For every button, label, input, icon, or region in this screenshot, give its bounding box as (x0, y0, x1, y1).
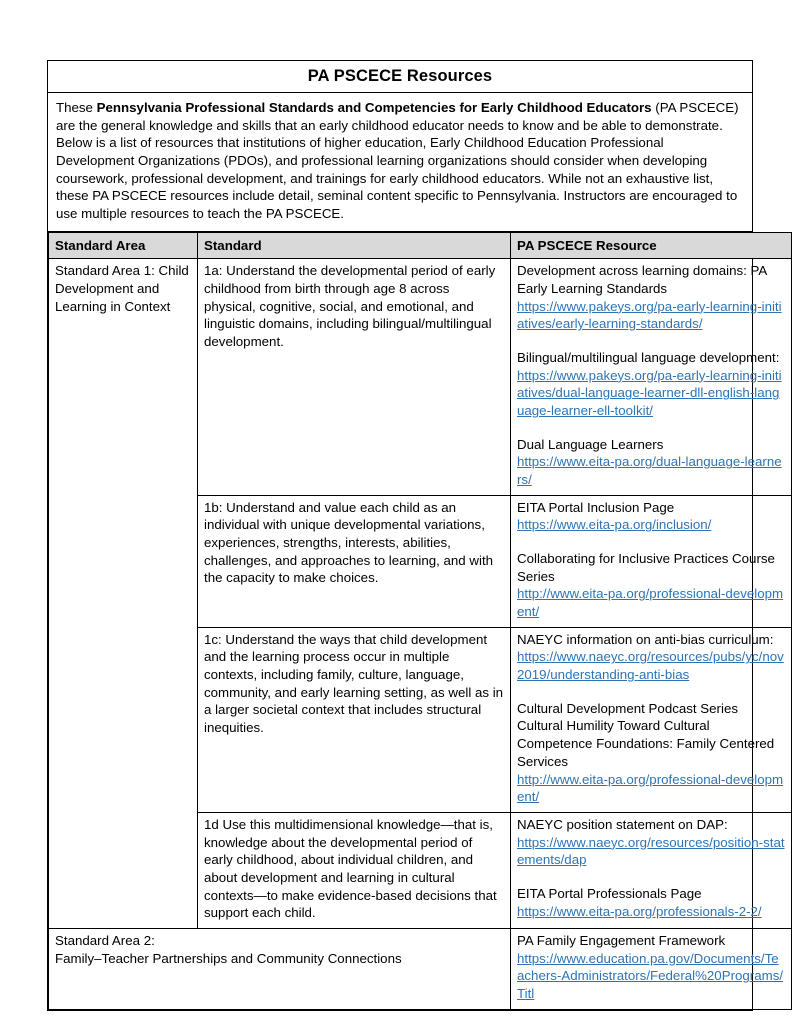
cell-standard: 1c: Understand the ways that child development and the learning process occur in multiple contexts, including family, culture, language, community, and early learning setting, as well as in a larger societal context that includes structural inequities. (198, 627, 511, 812)
resources-table (48, 232, 792, 1010)
table-row (49, 259, 792, 495)
resource-link[interactable]: http://www.eita-pa.org/professional-development/ (517, 771, 784, 805)
standard-area-2-line1: Standard Area 2: (55, 932, 155, 948)
resource-entry (517, 885, 785, 920)
intro-rest: (PA PSCECE) are the general knowledge and skills that an early childhood educator needs to know and be able to demonstrate. Below is a list of resources that institutions of higher education, Early Childhood Education Professional Development Organizations (PDOs), and professional learning organizations should consider when developing coursework, professional development, and trainings for early childhood educators. While not an exhaustive list, these PA PSCECE resources include detail, seminal content specific to Pennsylvania. Instructors are encouraged to use multiple resources to teach the PA PSCECE. (56, 100, 739, 222)
intro-prefix: These (56, 100, 97, 115)
cell-resource (511, 259, 792, 495)
cell-standard: 1b: Understand and value each child as an individual with unique developmental variations, experiences, strengths, interests, abilities, challenges, and approaches to learning, and with the capacity to make choices. (198, 495, 511, 627)
resource-link[interactable]: https://www.pakeys.org/pa-early-learning-initiatives/early-learning-standards/ (517, 298, 782, 332)
resource-link[interactable]: https://www.naeyc.org/resources/position-statements/dap (517, 834, 785, 868)
spacer (517, 684, 785, 700)
resource-link[interactable]: https://www.eita-pa.org/inclusion/ (517, 517, 712, 533)
resource-entry (517, 349, 785, 420)
resource-text: NAEYC position statement on DAP: (517, 816, 728, 832)
cell-standard-area-2 (49, 928, 511, 1009)
resource-text: EITA Portal Inclusion Page (517, 499, 675, 515)
document-title: PA PSCECE Resources (48, 61, 752, 93)
resource-document (47, 60, 785, 1011)
resource-entry (517, 436, 785, 489)
resource-entry (517, 499, 785, 534)
resource-text: Dual Language Learners (517, 436, 664, 452)
standard-area-2-line2: Family–Teacher Partnerships and Community Connections (55, 950, 402, 966)
spacer (517, 333, 785, 349)
table-header-row (49, 232, 792, 259)
table-row (49, 928, 792, 1009)
column-header-resource: PA PSCECE Resource (511, 232, 792, 259)
cell-resource (511, 495, 792, 627)
cell-standard: 1d Use this multidimensional knowledge—that is, knowledge about the developmental period of early childhood, about individual children, and about development and learning in cultural contexts—to make evidence-based decisions that support each child. (198, 812, 511, 928)
column-header-standard-area: Standard Area (49, 232, 198, 259)
cell-standard: 1a: Understand the developmental period of early childhood from birth through age 8 across physical, cognitive, social, and emotional, and linguistic domains, including bilingual/multilingual development. (198, 259, 511, 495)
cell-resource (511, 627, 792, 812)
resource-text: Collaborating for Inclusive Practices Course Series (517, 551, 775, 584)
resource-link[interactable]: https://www.eita-pa.org/professionals-2-2/ (517, 903, 762, 919)
resource-text: Bilingual/multilingual language development: (517, 350, 780, 366)
resource-link[interactable]: https://www.education.pa.gov/Documents/Teachers-Administrators/Federal%20Programs/Titl (517, 950, 784, 1001)
cell-resource (511, 812, 792, 928)
cell-standard-area: Standard Area 1: Child Development and Learning in Context (49, 259, 198, 929)
resource-link[interactable]: https://www.pakeys.org/pa-early-learning-initiatives/dual-language-learner-dll-english-language-learner-ell-toolkit/ (517, 367, 782, 419)
resource-link[interactable]: https://www.eita-pa.org/dual-language-learners/ (517, 454, 782, 488)
resource-entry (517, 631, 785, 684)
intro-bold-phrase: Pennsylvania Professional Standards and Competencies for Early Childhood Educators (96, 100, 652, 115)
resource-entry (517, 700, 785, 806)
resource-text: PA Family Engagement Framework (517, 932, 726, 948)
spacer (517, 869, 785, 885)
resource-link[interactable]: http://www.eita-pa.org/professional-development/ (517, 586, 784, 620)
spacer (517, 420, 785, 436)
resource-text: Development across learning domains: PA Early Learning Standards (517, 263, 767, 297)
spacer (517, 534, 785, 550)
document-intro (48, 93, 752, 232)
column-header-standard: Standard (198, 232, 511, 259)
resource-entry (517, 262, 785, 333)
resource-text: NAEYC information on anti-bias curriculum: (517, 631, 774, 647)
cell-resource (511, 928, 792, 1009)
resource-entry (517, 550, 785, 621)
resource-text: EITA Portal Professionals Page (517, 885, 702, 901)
resource-entry (517, 816, 785, 869)
resource-text: Cultural Development Podcast Series Cultural Humility Toward Cultural Competence Foundations: Family Centered Services (517, 700, 775, 769)
resource-entry (517, 932, 785, 1003)
resource-link[interactable]: https://www.naeyc.org/resources/pubs/yc/nov2019/understanding-anti-bias (517, 649, 784, 683)
